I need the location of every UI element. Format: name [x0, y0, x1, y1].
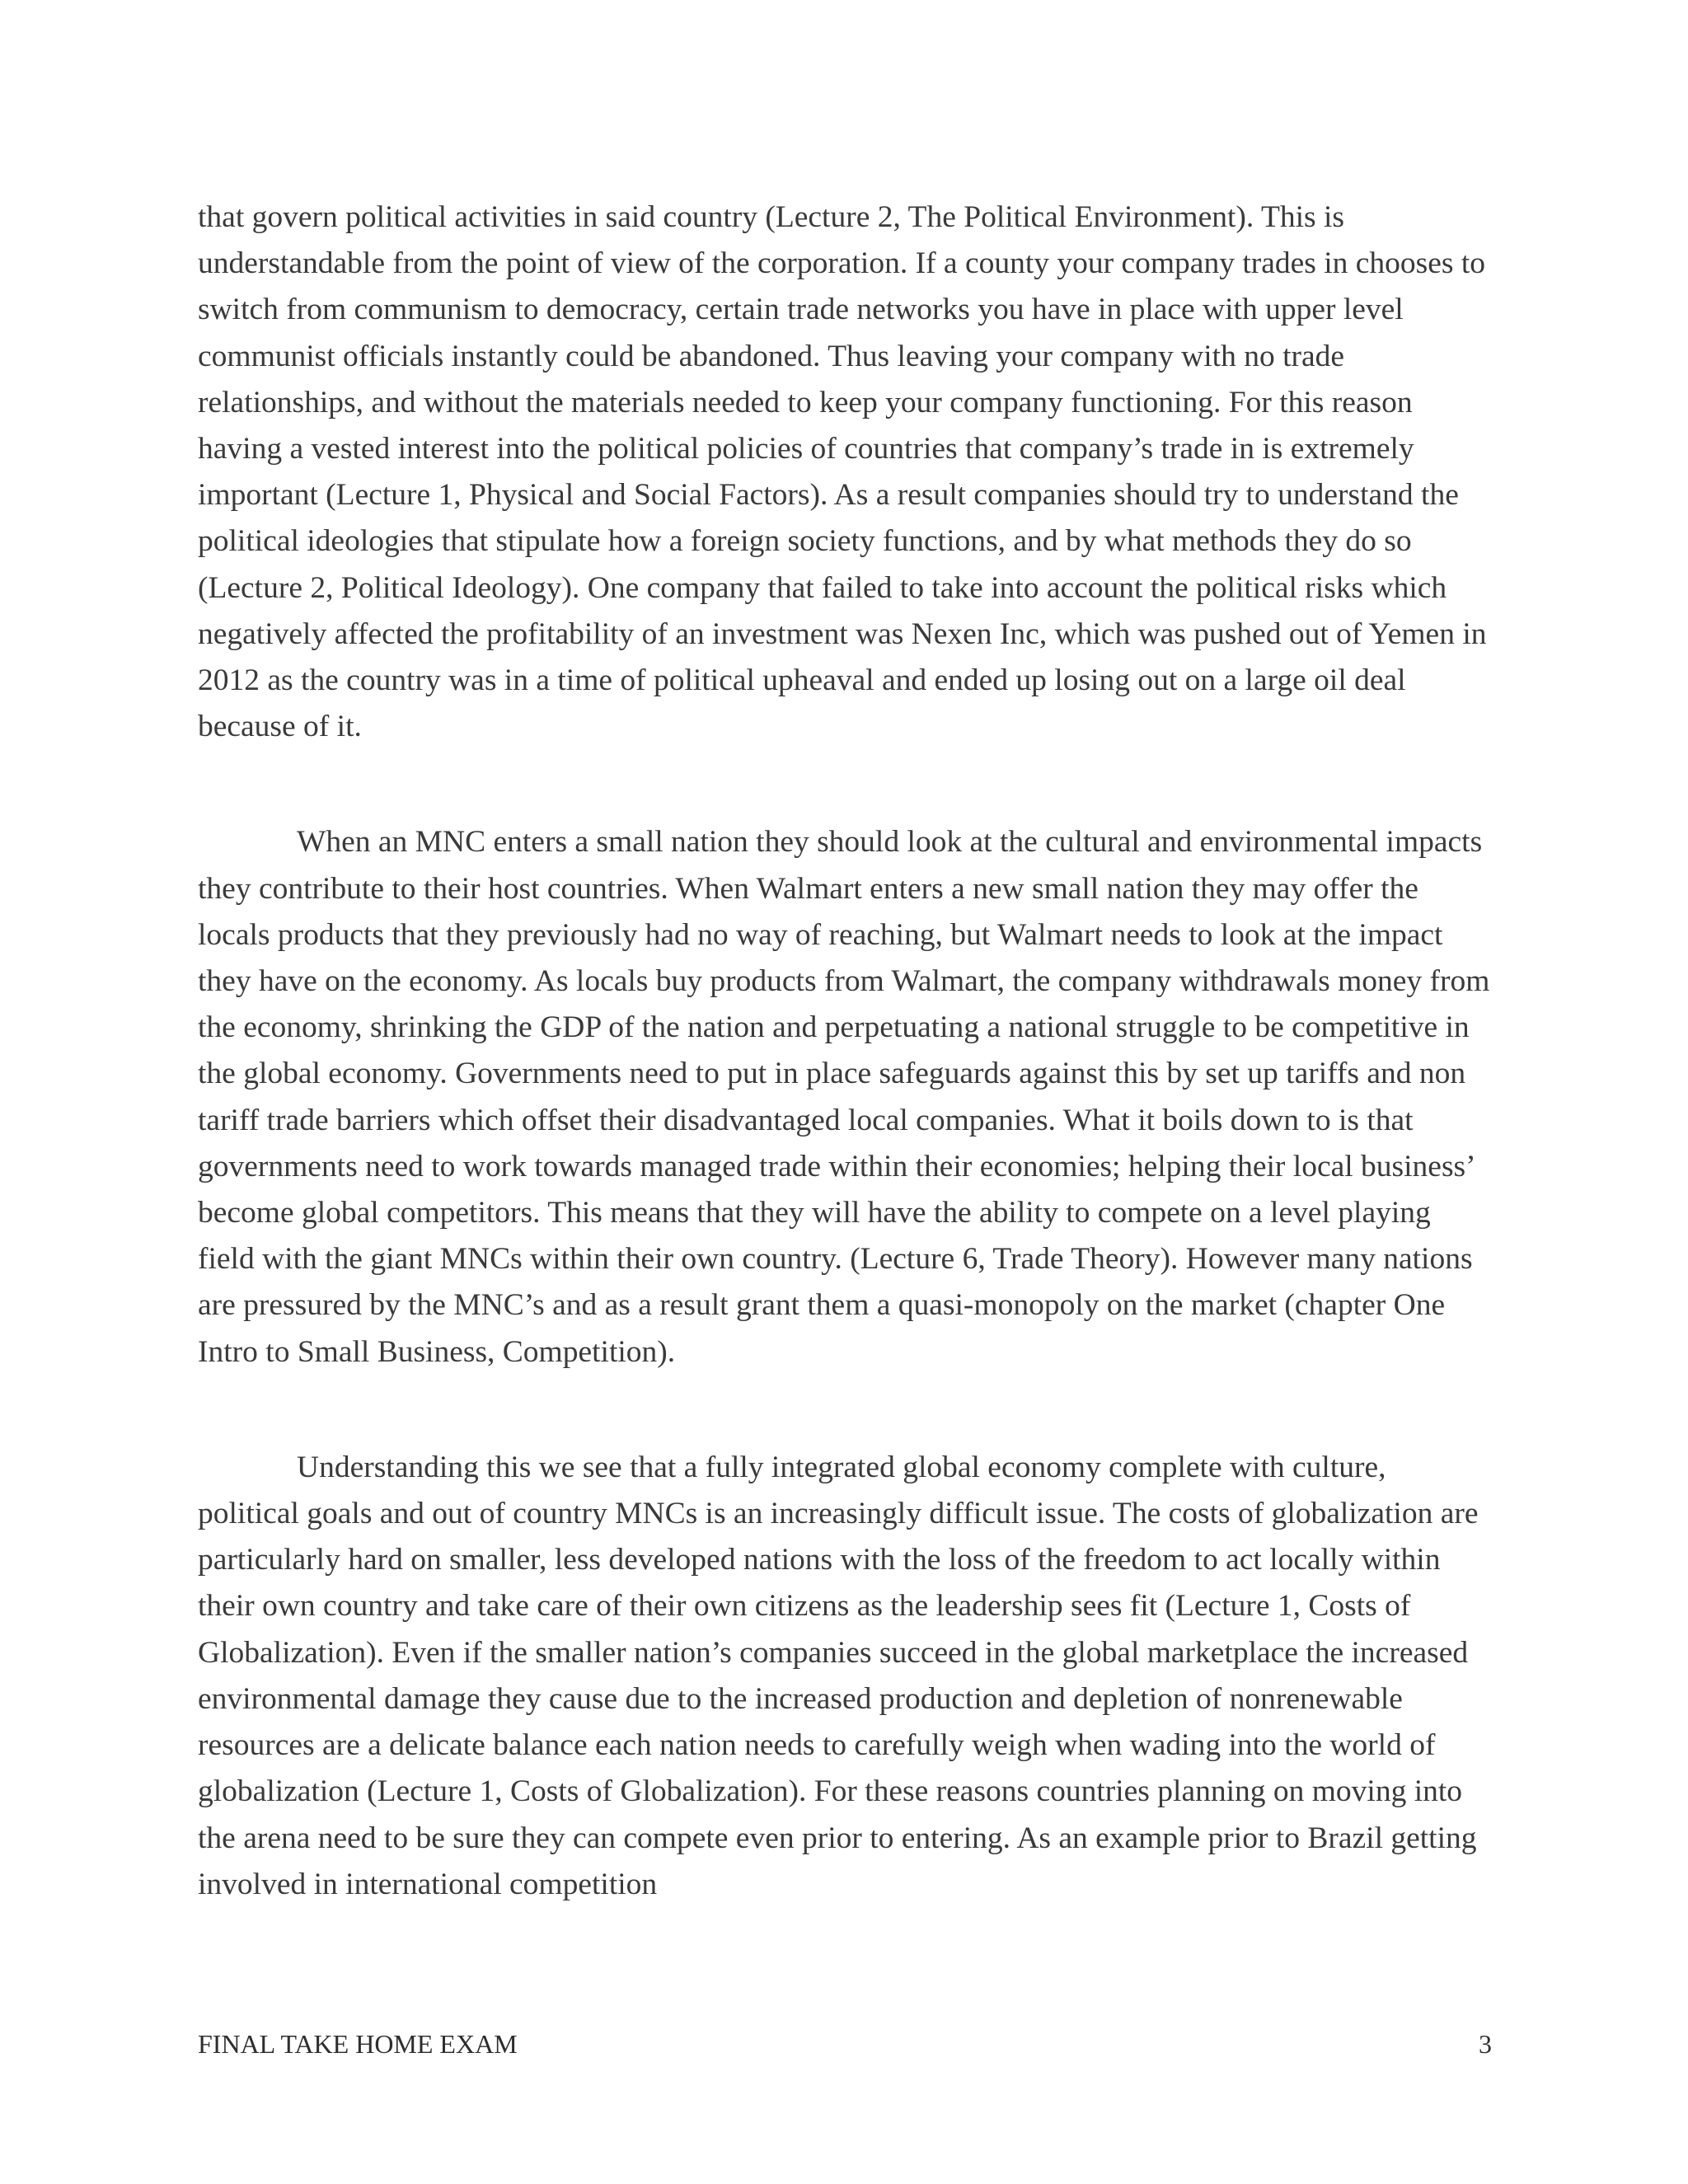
- footer-title: FINAL TAKE HOME EXAM: [198, 2028, 518, 2059]
- page-number: 3: [1479, 2028, 1492, 2059]
- paragraph-mnc-small-nation: When an MNC enters a small nation they should look at the cultural and environmental impacts they contribute to their host countries. When Walmart enters a new small nation they may offer the locals products that they previously had no way of reaching, but Walmart needs to look at the impact they have on the economy. As locals buy products from Walmart, the company withdrawals money from the economy, shrinking the GDP of the nation and perpetuating a national struggle to be competitive in the global economy. Governments need to put in place safeguards against this by set up tariffs and non tariff trade barriers which offset their disadvantaged local companies. What it boils down to is that governments need to work towards managed trade within their economies; helping their local business’ become global competitors. This means that they will have the ability to compete on a level playing field with the giant MNCs within their own country. (Lecture 6, Trade Theory). However many nations are pressured by the MNC’s and as a result grant them a quasi-monopoly on the market (chapter One Intro to Small Business, Competition).: [198, 825, 1490, 1369]
- document-body: [198, 194, 1492, 1908]
- paragraph-globalization-costs: Understanding this we see that a fully integrated global economy complete with culture, political goals and out of country MNCs is an increasingly difficult issue. The costs of globalization are particularly hard on smaller, less developed nations with the loss of the freedom to act locally within their own country and take care of their own citizens as the leadership sees fit (Lecture 1, Costs of Globalization). Even if the smaller nation’s companies succeed in the global marketplace the increased environmental damage they cause due to the increased production and depletion of nonrenewable resources are a delicate balance each nation needs to carefully weigh when wading into the world of globalization (Lecture 1, Costs of Globalization). For these reasons countries planning on moving into the arena need to be sure they can compete even prior to entering. As an example prior to Brazil getting involved in international competition: [198, 1450, 1479, 1901]
- page-footer: [198, 2023, 1492, 2064]
- paragraph-political-risk: that govern political activities in said country (Lecture 2, The Political Environment). This is understandable from the point of view of the corporation. If a county your company trades in chooses to switch from communism to democracy, certain trade networks you have in place with upper level communist officials instantly could be abandoned. Thus leaving your company with no trade relationships, and without the materials needed to keep your company functioning. For this reason having a vested interest into the political policies of countries that company’s trade in is extremely important (Lecture 1, Physical and Social Factors). As a result companies should try to understand the political ideologies that stipulate how a foreign society functions, and by what methods they do so (Lecture 2, Political Ideology). One company that failed to take into account the political risks which negatively affected the profitability of an investment was Nexen Inc, which was pushed out of Yemen in 2012 as the country was in a time of political upheaval and ended up losing out on a large oil deal because of it.: [198, 200, 1487, 744]
